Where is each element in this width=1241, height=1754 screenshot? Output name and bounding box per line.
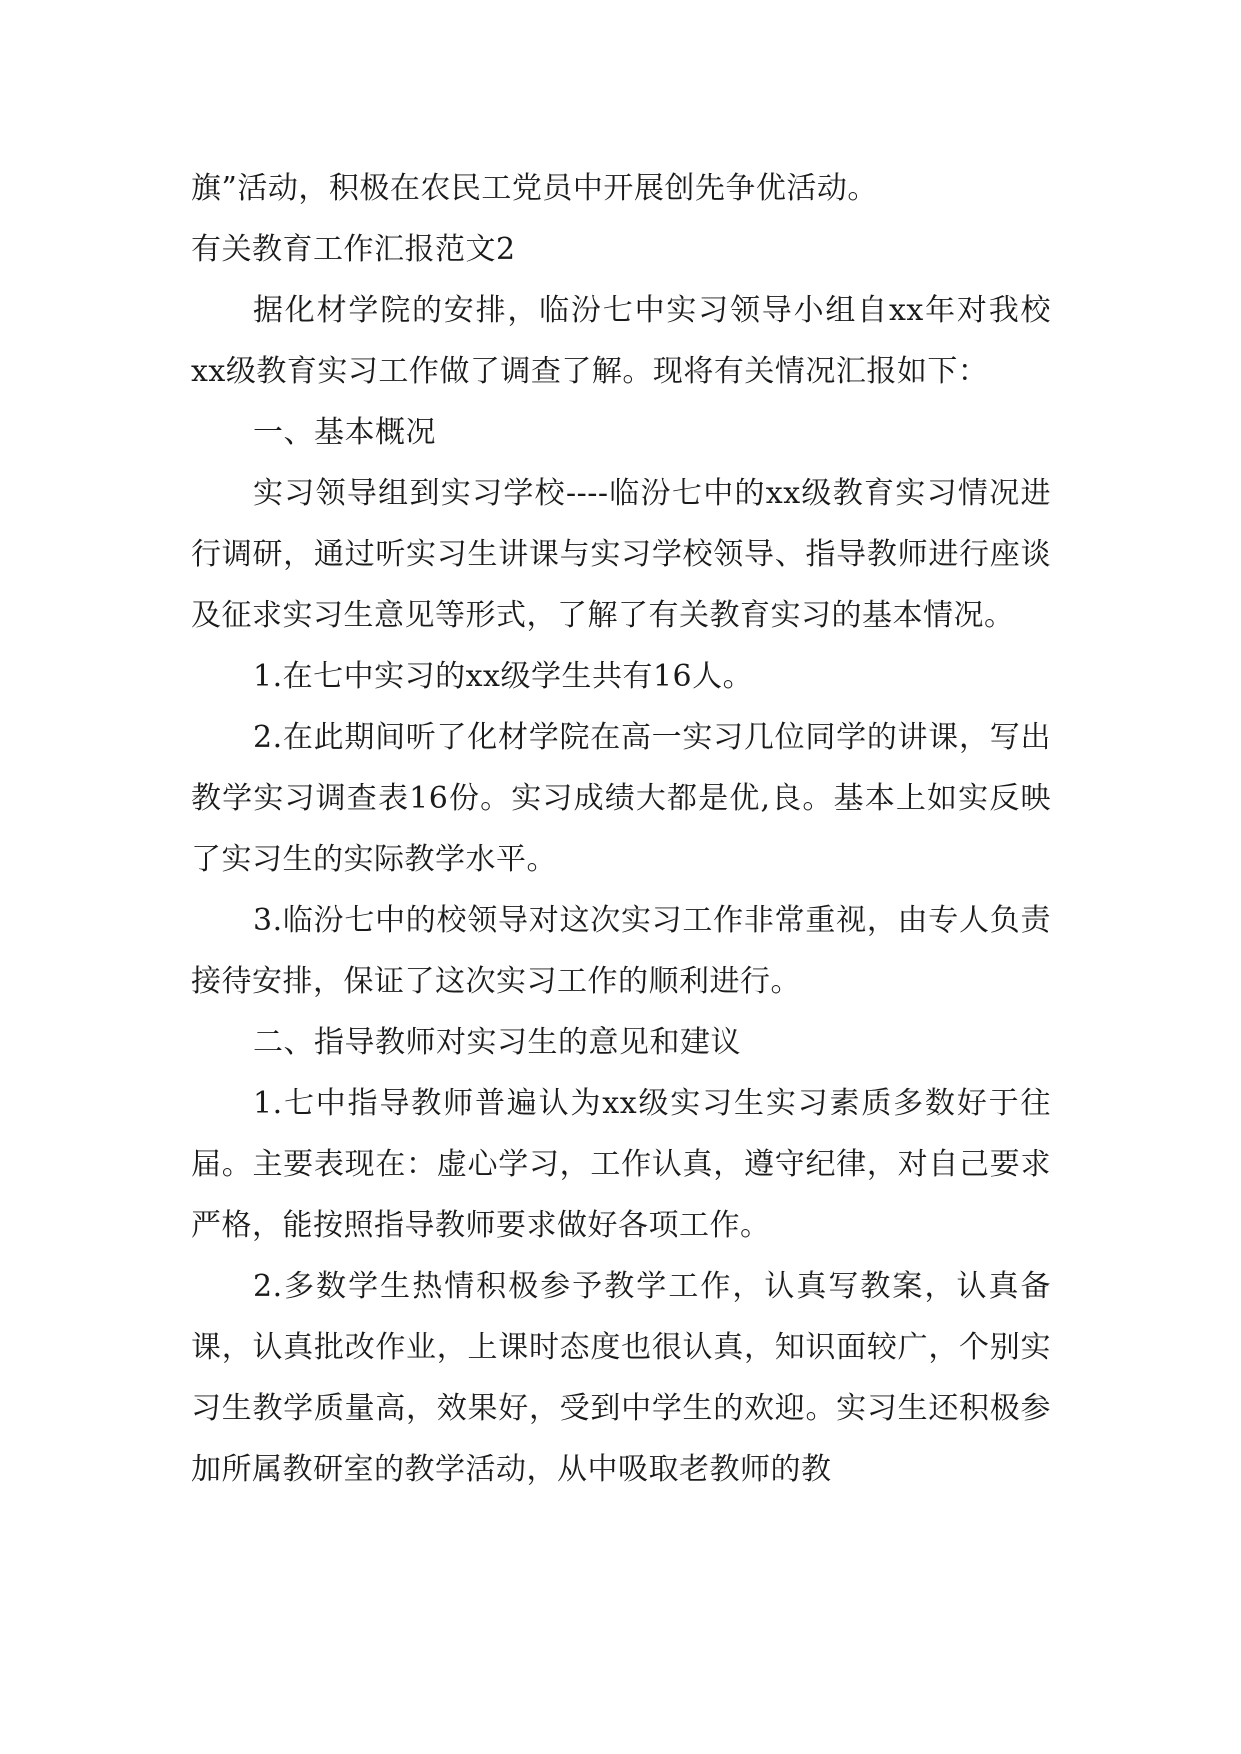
paragraph-intro: 据化材学院的安排，临汾七中实习领导小组自xx年对我校xx级教育实习工作做了调查了解。现将有关情况汇报如下： bbox=[191, 293, 1051, 389]
document-body bbox=[191, 158, 1051, 1500]
list-item-2: 2.在此期间听了化材学院在高一实习几位同学的讲课，写出教学实习调查表16份。实习成绩大都是优,良。基本上如实反映了实习生的实际教学水平。 bbox=[191, 720, 1051, 877]
list-item-1: 1.在七中实习的xx级学生共有16人。 bbox=[253, 659, 754, 694]
paragraph-overview: 实习领导组到实习学校----临汾七中的xx级教育实习情况进行调研，通过听实习生讲课与实习学校领导、指导教师进行座谈及征求实习生意见等形式，了解了有关教育实习的基本情况。 bbox=[191, 476, 1051, 633]
heading-teacher-feedback: 二、指导教师对实习生的意见和建议 bbox=[253, 1025, 741, 1060]
paragraph-continuation: 旗”活动，积极在农民工党员中开展创先争优活动。 bbox=[191, 171, 878, 206]
list-item-3: 3.临汾七中的校领导对这次实习工作非常重视，由专人负责接待安排，保证了这次实习工作的顺利进行。 bbox=[191, 903, 1051, 999]
section-title: 有关教育工作汇报范文2 bbox=[191, 232, 516, 267]
feedback-item-2: 2.多数学生热情积极参予教学工作，认真写教案，认真备课，认真批改作业，上课时态度也很认真，知识面较广，个别实习生教学质量高，效果好，受到中学生的欢迎。实习生还积极参加所属教研室的教学活动，从中吸取老教师的教 bbox=[191, 1269, 1051, 1487]
feedback-item-1: 1.七中指导教师普遍认为xx级实习生实习素质多数好于往届。主要表现在：虚心学习，工作认真，遵守纪律，对自己要求严格，能按照指导教师要求做好各项工作。 bbox=[191, 1086, 1051, 1243]
heading-basic-overview: 一、基本概况 bbox=[253, 415, 436, 450]
